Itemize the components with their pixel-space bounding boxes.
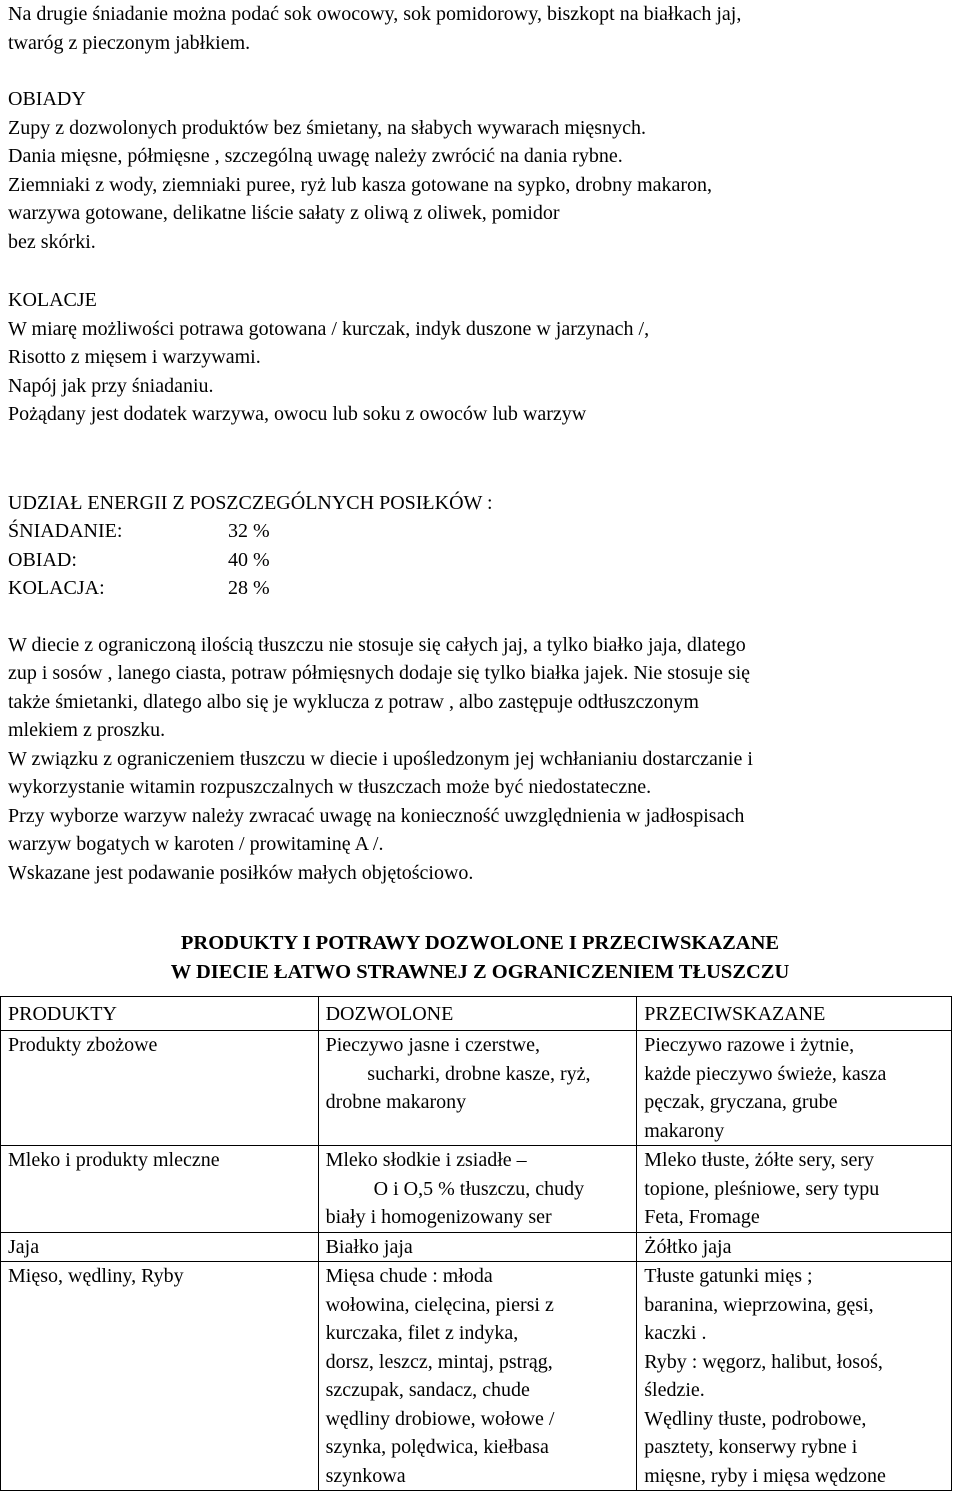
- cell-text: topione, pleśniowe, sery typu: [644, 1177, 880, 1200]
- allowed-cell: [318, 1146, 637, 1233]
- cell-text: Mleko słodkie i zsiadłe –: [325, 1149, 527, 1171]
- text-line: Na drugie śniadanie można podać sok owocowy, sok pomidorowy, biszkopt na białkach jaj,: [8, 3, 742, 25]
- cell-text: biały i homogenizowany ser: [325, 1206, 552, 1228]
- cell-text: Produkty zbożowe: [8, 1034, 158, 1056]
- cell-text: O i O,5 % tłuszczu, chudy: [373, 1177, 585, 1200]
- kolacje-section: [8, 286, 952, 429]
- product-cell: [1, 1031, 319, 1146]
- cell-text: wędliny drobiowe, wołowe /: [325, 1407, 555, 1430]
- cell-text: Tłuste gatunki mięs ;: [644, 1265, 813, 1287]
- intro-paragraph: [8, 0, 952, 57]
- cell-text: Białko jaja: [325, 1235, 413, 1258]
- energy-row-breakfast: [8, 517, 952, 546]
- table-row: [1, 1232, 952, 1262]
- cell-text: kurczaka, filet z indyka,: [325, 1322, 519, 1344]
- text-line: Wskazane jest podawanie posiłków małych objętościowo.: [8, 861, 474, 884]
- table-row: [1, 1146, 952, 1233]
- cell-text: szczupak, sandacz, chude: [325, 1379, 530, 1401]
- allowed-cell: [318, 1232, 637, 1262]
- cell-text: pęczak, gryczana, grube: [644, 1091, 838, 1113]
- text-line: twaróg z pieczonym jabłkiem.: [8, 31, 251, 54]
- text-line: W związku z ograniczeniem tłuszczu w diecie i upośledzonym jej wchłanianiu dostarczanie i: [8, 747, 753, 770]
- text-line: Zupy z dozwolonych produktów bez śmietany, na słabych wywarach mięsnych.: [8, 116, 646, 139]
- forbidden-cell: [637, 1262, 952, 1491]
- document-page: [8, 0, 952, 986]
- text-line: warzywa gotowane, delikatne liście sałaty z oliwą z oliwek, pomidor: [8, 202, 560, 224]
- cell-text: dorsz, leszcz, mintaj, pstrąg,: [325, 1350, 553, 1373]
- energy-heading: UDZIAŁ ENERGII Z POSZCZEGÓLNYCH POSIŁKÓW :: [8, 491, 493, 514]
- table-header-row: [1, 997, 952, 1031]
- forbidden-cell: [637, 1031, 952, 1146]
- cell-text: makarony: [644, 1119, 725, 1142]
- cell-text: pasztety, konserwy rybne i: [644, 1436, 858, 1458]
- energy-value: 32 %: [228, 520, 270, 542]
- energy-share-section: [8, 489, 952, 603]
- cell-text: Pieczywo razowe i żytnie,: [644, 1034, 855, 1056]
- cell-text: Feta, Fromage: [644, 1206, 760, 1228]
- text-line: Przy wyborze warzyw należy zwracać uwagę na konieczność uwzględnienia w jadłospisach: [8, 804, 745, 827]
- forbidden-cell: [637, 1232, 952, 1262]
- obiady-section: [8, 85, 952, 256]
- text-line: także śmietanki, dlatego albo się je wyklucza z potraw , albo zastępuje odtłuszczonym: [8, 690, 699, 713]
- cell-text: Żółtko jaja: [644, 1235, 732, 1258]
- text-line: Dania mięsne, półmięsne , szczególną uwagę należy zwrócić na dania rybne.: [8, 145, 623, 167]
- section-heading-kolacje: KOLACJE: [8, 289, 97, 311]
- table-title-line: W DIECIE ŁATWO STRAWNEJ Z OGRANICZENIEM TŁUSZCZU: [170, 960, 790, 983]
- energy-label: OBIAD:: [8, 548, 77, 571]
- cell-text: kaczki .: [644, 1322, 707, 1344]
- notes-paragraphs: [8, 631, 952, 888]
- column-header-products: PRODUKTY: [1, 997, 319, 1031]
- cell-text: wołowina, cielęcina, piersi z: [325, 1293, 554, 1316]
- energy-label: KOLACJA:: [8, 577, 105, 599]
- energy-value: 40 %: [228, 548, 270, 571]
- cell-text: Ryby : węgorz, halibut, łosoś,: [644, 1350, 883, 1373]
- text-line: Risotto z mięsem i warzywami.: [8, 346, 261, 368]
- table-title: [8, 929, 952, 986]
- cell-text: Mleko tłuste, żółte sery, sery: [644, 1149, 875, 1171]
- cell-text: baranina, wieprzowina, gęsi,: [644, 1293, 874, 1316]
- table-title-line: PRODUKTY I POTRAWY DOZWOLONE I PRZECIWSKAZANE: [180, 932, 780, 954]
- products-table: [0, 996, 952, 1491]
- text-line: Pożądany jest dodatek warzywa, owocu lub soku z owoców lub warzyw: [8, 403, 587, 425]
- text-line: Napój jak przy śniadaniu.: [8, 374, 214, 397]
- forbidden-cell: [637, 1146, 952, 1233]
- energy-row-dinner: [8, 574, 952, 603]
- text-line: mlekiem z proszku.: [8, 719, 166, 741]
- text-line: W diecie z ograniczoną ilością tłuszczu nie stosuje się całych jaj, a tylko białko jaja, dlatego: [8, 633, 746, 656]
- cell-text: Mięsa chude : młoda: [325, 1265, 493, 1287]
- cell-text: Mięso, wędliny, Ryby: [8, 1265, 184, 1287]
- column-header-forbidden: PRZECIWSKAZANE: [637, 997, 952, 1031]
- product-cell: [1, 1262, 319, 1491]
- cell-text: Wędliny tłuste, podrobowe,: [644, 1407, 867, 1430]
- text-line: wykorzystanie witamin rozpuszczalnych w tłuszczach może być niedostateczne.: [8, 776, 652, 798]
- cell-text: Jaja: [8, 1235, 40, 1258]
- cell-text: każde pieczywo świeże, kasza: [644, 1062, 887, 1085]
- product-cell: [1, 1146, 319, 1233]
- text-line: warzyw bogatych w karoten / prowitaminę A /.: [8, 833, 384, 855]
- product-cell: [1, 1232, 319, 1262]
- table-row: [1, 1031, 952, 1146]
- cell-text: śledzie.: [644, 1379, 705, 1401]
- allowed-cell: [318, 1262, 637, 1491]
- cell-text: Pieczywo jasne i czerstwe,: [325, 1034, 540, 1056]
- cell-text: szynka, polędwica, kiełbasa: [325, 1436, 549, 1458]
- energy-row-lunch: [8, 546, 952, 575]
- text-line: zup i sosów , lanego ciasta, potraw półmięsnych dodaje się tylko białka jajek. Nie stosuje się: [8, 662, 751, 684]
- energy-value: 28 %: [228, 577, 270, 599]
- table-row: [1, 1262, 952, 1491]
- cell-text: drobne makarony: [325, 1091, 467, 1113]
- cell-text: sucharki, drobne kasze, ryż,: [367, 1062, 591, 1085]
- section-heading-obiady: OBIADY: [8, 88, 86, 110]
- allowed-cell: [318, 1031, 637, 1146]
- text-line: bez skórki.: [8, 230, 96, 253]
- text-line: Ziemniaki z wody, ziemniaki puree, ryż lub kasza gotowane na sypko, drobny makaron,: [8, 173, 713, 196]
- cell-text: szynkowa: [325, 1464, 406, 1487]
- cell-text: mięsne, ryby i mięsa wędzone: [644, 1464, 886, 1487]
- energy-label: ŚNIADANIE:: [8, 520, 123, 542]
- column-header-allowed: DOZWOLONE: [318, 997, 637, 1031]
- text-line: W miarę możliwości potrawa gotowana / kurczak, indyk duszone w jarzynach /,: [8, 317, 650, 340]
- cell-text: Mleko i produkty mleczne: [8, 1149, 220, 1171]
